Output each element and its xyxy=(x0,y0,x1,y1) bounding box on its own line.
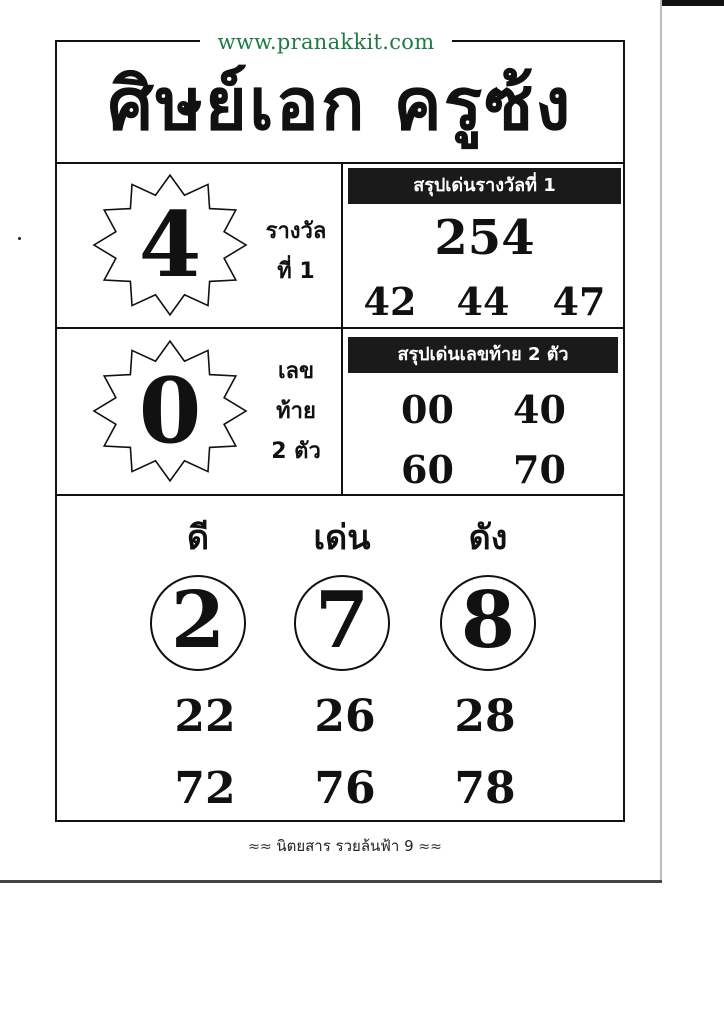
prize1-number: 42 xyxy=(363,279,417,324)
last2-label-line2: ท้าย xyxy=(276,399,316,424)
scan-speck xyxy=(18,237,21,240)
footer-text: นิตยสาร รวยล้นฟ้า 9 xyxy=(276,837,414,855)
prize1-label-line1: รางวัล xyxy=(265,219,327,244)
prize1-digit: 4 xyxy=(138,192,202,298)
last2-digit: 0 xyxy=(138,358,202,464)
prize1-number: 47 xyxy=(552,279,606,324)
prize1-banner: สรุปเด่นรางวัลที่ 1 xyxy=(348,168,621,204)
pick-number: 28 xyxy=(454,691,516,742)
pick-label-good: ดี xyxy=(186,518,210,558)
star-burst-icon xyxy=(90,338,250,484)
last2-number: 40 xyxy=(513,387,566,432)
last2-label xyxy=(252,352,340,472)
scan-edge xyxy=(660,0,724,6)
pick-digit: 7 xyxy=(314,575,370,666)
footer xyxy=(200,834,490,858)
last2-number: 00 xyxy=(401,387,454,432)
prize1-label-line2: ที่ 1 xyxy=(277,259,315,284)
pick-number: 72 xyxy=(174,763,236,814)
pick-number: 22 xyxy=(174,691,236,742)
last2-number: 60 xyxy=(401,447,454,492)
divider xyxy=(57,494,623,496)
last2-number: 70 xyxy=(513,447,566,492)
divider-vertical xyxy=(341,162,343,495)
pick-digit: 8 xyxy=(460,575,516,666)
pick-number: 26 xyxy=(314,691,376,742)
pick-circle xyxy=(294,575,390,671)
pick-digit: 2 xyxy=(170,575,226,666)
pick-label-famous: ดัง xyxy=(468,518,508,558)
scan-edge-right xyxy=(660,0,662,883)
ornament-icon: ≈≈ xyxy=(248,839,272,855)
pick-circle xyxy=(440,575,536,671)
pick-label-prominent: เด่น xyxy=(313,518,371,558)
prize1-main-number: 254 xyxy=(434,210,535,266)
pick-number: 76 xyxy=(314,763,376,814)
star-burst-icon xyxy=(90,172,250,318)
page-title: ศิษย์เอก ครูซ้ง xyxy=(107,62,573,146)
scan-edge-bottom xyxy=(0,880,662,883)
ornament-icon: ≈≈ xyxy=(418,839,442,855)
pick-circle xyxy=(150,575,246,671)
website-url[interactable]: www.pranakkit.com xyxy=(200,30,452,54)
prize1-number: 44 xyxy=(456,279,510,324)
last2-banner: สรุปเด่นเลขท้าย 2 ตัว xyxy=(348,337,618,373)
pick-number: 78 xyxy=(454,763,516,814)
last2-label-line1: เลข xyxy=(277,359,315,384)
last2-label-line3: 2 ตัว xyxy=(271,439,321,464)
prize1-label xyxy=(252,212,340,292)
divider xyxy=(57,327,623,329)
divider xyxy=(57,162,623,164)
